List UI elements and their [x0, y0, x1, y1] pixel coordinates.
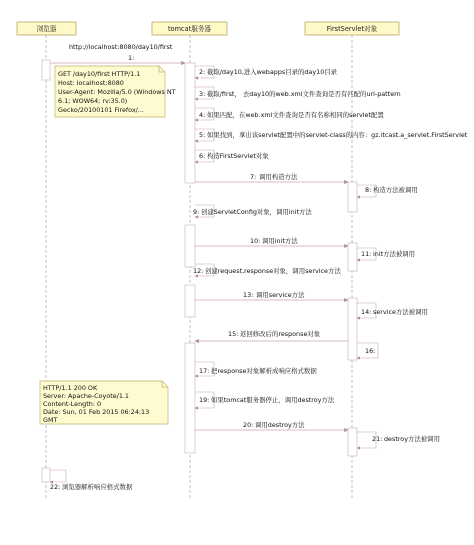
- message-4-text: 如果匹配，在web.xml文件查询是否有名称相同的servlet配置: [207, 111, 384, 119]
- activation-servlet-2: [348, 243, 357, 271]
- message-7-num: 7:: [250, 173, 257, 181]
- message-9-num: 9:: [193, 208, 200, 216]
- message-20-text: 调用destroy方法: [255, 421, 305, 429]
- activation-tomcat-2: [185, 225, 195, 267]
- participant-browser: [17, 22, 76, 35]
- activation-browser-2: [42, 468, 50, 482]
- participant-browser-label: 浏览器: [36, 25, 57, 33]
- message-22-text: 浏览器解析响应格式数据: [62, 483, 133, 491]
- message-6: [195, 150, 269, 162]
- url-label: http://localhost:8080/day10/first: [69, 43, 173, 51]
- activation-tomcat-1: [185, 63, 195, 183]
- response-note-line-5: GMT: [43, 416, 58, 424]
- message-10-num: 10:: [250, 237, 261, 245]
- message-8-num: 8:: [365, 186, 372, 194]
- message-5: [195, 129, 468, 141]
- message-15-num: 15:: [228, 330, 239, 338]
- message-19-num: 19:: [199, 396, 210, 404]
- message-11-text: init方法被调用: [373, 250, 416, 258]
- message-3-text: 截取/first， 去day10的web.xml文件查询是否有匹配的url-pattern: [207, 90, 401, 98]
- message-22-num: 22:: [50, 483, 61, 491]
- message-5-num: 5:: [199, 131, 206, 139]
- message-12-text: 创建request,response对象，调用service方法: [205, 267, 341, 275]
- message-9-text: 创建ServletConfig对象，调用init方法: [201, 208, 312, 216]
- message-2: [195, 66, 338, 78]
- response-note-line-1: HTTP/1.1 200 OK: [43, 384, 98, 392]
- message-12-num: 12:: [193, 267, 204, 275]
- message-7-text: 调用构造方法: [259, 173, 298, 181]
- participant-servlet-label: FirstServlet对象: [326, 25, 378, 33]
- message-11-num: 11:: [361, 250, 372, 258]
- activation-tomcat-4: [185, 343, 195, 453]
- message-17-text: 把response对象解析成响应格式数据: [211, 367, 317, 375]
- message-20-num: 20:: [243, 421, 254, 429]
- message-6-num: 6:: [199, 152, 206, 160]
- participant-tomcat: [152, 22, 227, 35]
- participant-tomcat-label: tomcat服务器: [167, 25, 212, 33]
- response-note-line-2: Server: Apache-Coyote/1.1: [43, 392, 129, 400]
- message-6-text: 构造FirstServlet对象: [207, 152, 269, 160]
- request-note-line-3: User-Agent: Mozilla/5.0 (Windows NT: [58, 88, 176, 96]
- request-note-line-5: Gecko/20100101 Firefox/...: [58, 106, 144, 114]
- request-note-line-2: Host: localhost:8080: [58, 79, 124, 87]
- message-8-text: 构造方法被调用: [373, 186, 418, 194]
- message-17-num: 17:: [199, 367, 210, 375]
- response-note-line-4: Date: Sun, 01 Feb 2015 06:24:13: [43, 408, 150, 416]
- activation-servlet-3: [348, 298, 357, 360]
- message-10-text: 调用init方法: [262, 237, 298, 245]
- message-19-text: 如果tomcat服务器停止，调用destroy方法: [211, 396, 335, 404]
- activation-tomcat-3: [185, 285, 195, 317]
- activation-servlet-4: [348, 428, 357, 456]
- message-3-num: 3:: [199, 90, 206, 98]
- message-4-num: 4:: [199, 111, 206, 119]
- message-21-text: destroy方法被调用: [384, 435, 440, 443]
- activation-servlet-1: [348, 182, 357, 212]
- message-14-num: 14:: [361, 308, 372, 316]
- message-13-num: 13:: [243, 291, 254, 299]
- message-21-num: 21:: [372, 435, 383, 443]
- message-13-text: 调用service方法: [256, 291, 305, 299]
- participant-servlet: [305, 22, 399, 35]
- message-4: [195, 108, 384, 120]
- message-15-text: 返回修改后的response对象: [240, 330, 321, 338]
- message-3: [195, 87, 401, 99]
- message-14-text: service方法被调用: [373, 308, 428, 316]
- response-note-line-3: Content-Length: 0: [43, 400, 102, 408]
- request-note-line-4: 6.1; WOW64; rv:35.0): [58, 97, 128, 105]
- message-2-text: 截取/day10,进入webapps目录的day10目录: [207, 68, 338, 76]
- activation-browser-1: [42, 60, 50, 80]
- message-2-num: 2:: [199, 68, 206, 76]
- message-5-text: 如果找到，拿出该servlet配置中的servlet-class的内容：gz.itcast.a_servlet.FirstServlet: [207, 131, 468, 139]
- message-22-arrow: [50, 470, 66, 482]
- request-note: [55, 66, 176, 117]
- message-1-num: 1:: [128, 54, 135, 62]
- response-note: [40, 381, 168, 424]
- request-note-line-1: GET /day10/first HTTP/1.1: [58, 70, 141, 78]
- message-16-num: 16:: [365, 347, 376, 355]
